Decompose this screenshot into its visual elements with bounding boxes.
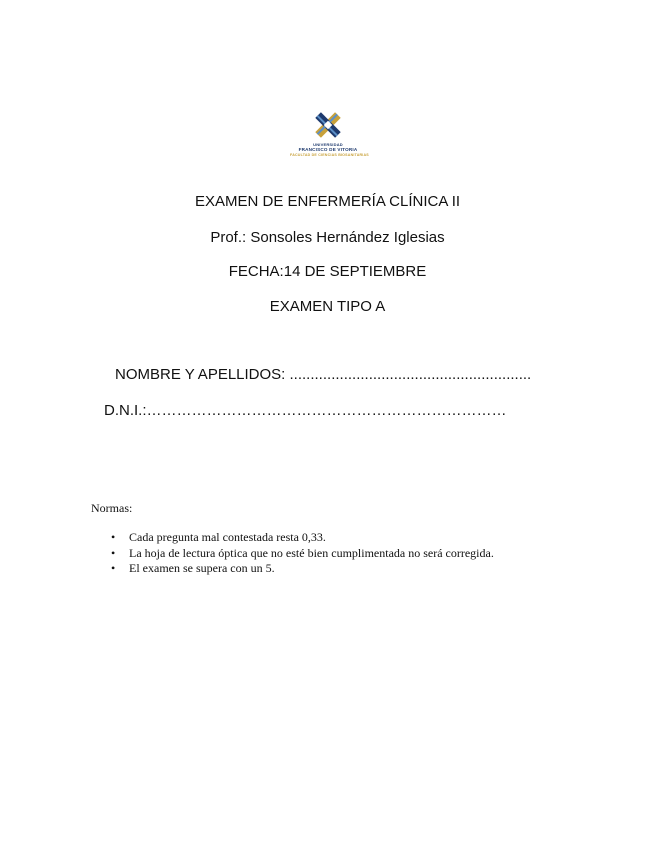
university-logo xyxy=(290,110,369,160)
exam-title: EXAMEN DE ENFERMERÍA CLÍNICA II xyxy=(194,193,461,210)
exam-date: FECHA:14 DE SEPTIEMBRE xyxy=(228,263,427,280)
logo-text-line3: FACULTAD DE CIENCIAS BIOSANITARIAS xyxy=(290,153,369,157)
name-field[interactable]: NOMBRE Y APELLIDOS: .......................................................... xyxy=(115,366,532,383)
rule-item xyxy=(91,561,494,577)
rule-item xyxy=(91,530,494,546)
exam-type: EXAMEN TIPO A xyxy=(269,298,386,315)
logo-text-line2: FRANCISCO DE VITORIA xyxy=(298,147,358,152)
logo-text-line1: UNIVERSIDAD xyxy=(313,142,343,147)
professor-name: Prof.: Sonsoles Hernández Iglesias xyxy=(210,229,445,246)
rule-text: El examen se supera con un 5. xyxy=(129,561,275,575)
rules-list xyxy=(91,530,494,577)
bullet-icon: • xyxy=(111,530,116,544)
dni-field[interactable]: D.N.I.:……………………………………………………………… xyxy=(104,402,507,419)
rule-text: La hoja de lectura óptica que no esté bien cumplimentada no será corregida. xyxy=(129,545,494,560)
rule-text: Cada pregunta mal contestada resta 0,33. xyxy=(129,530,326,544)
rule-item xyxy=(91,546,494,562)
rules-title: Normas: xyxy=(91,501,133,515)
university-cross-emblem-icon xyxy=(307,110,349,142)
bullet-icon: • xyxy=(111,545,116,560)
bullet-icon: • xyxy=(111,561,116,575)
